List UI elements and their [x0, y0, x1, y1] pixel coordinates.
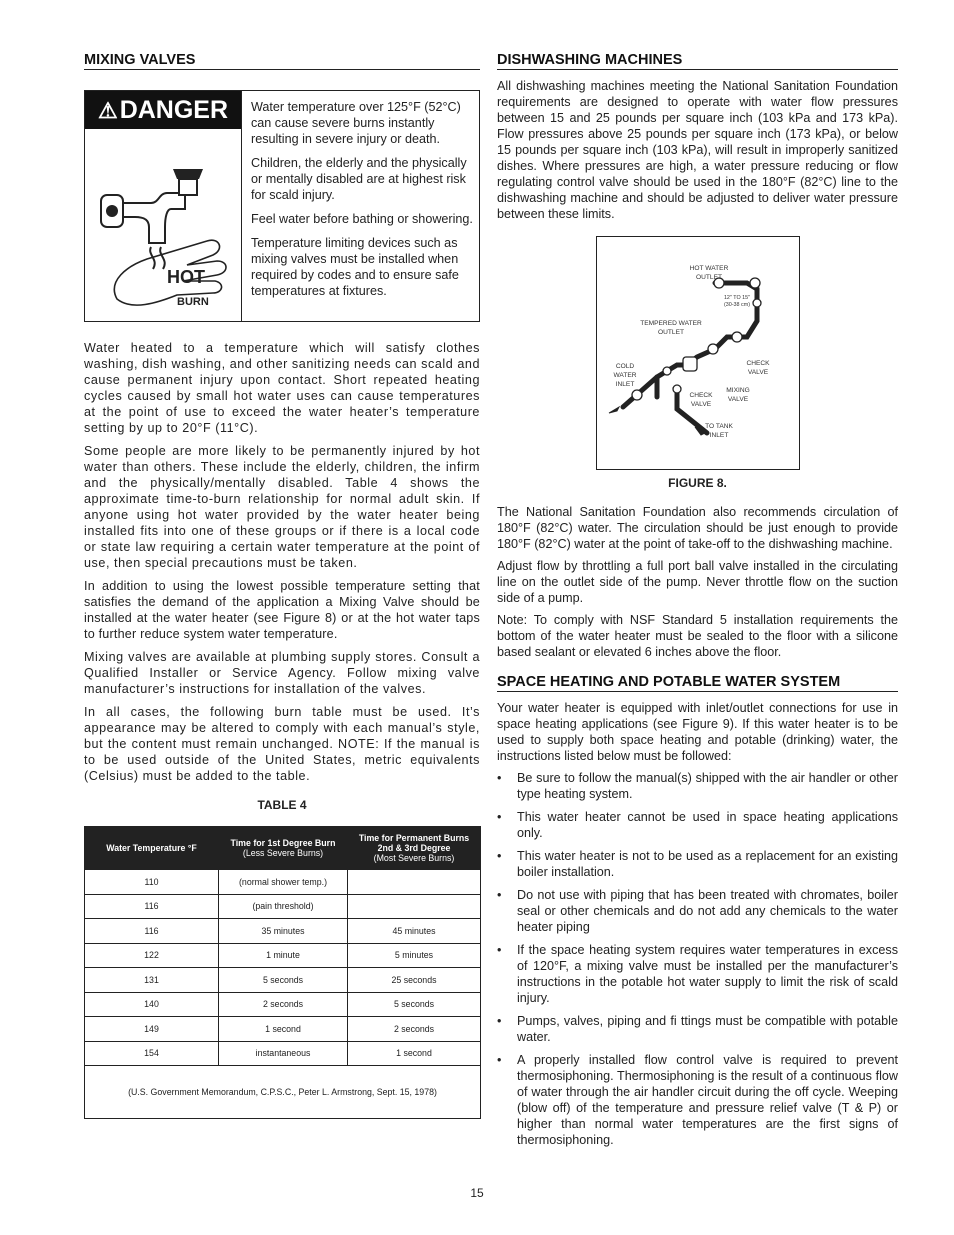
- table-source-row: [85, 1066, 481, 1119]
- table-cell: 149: [85, 1017, 219, 1042]
- label-check-valve: VALVE: [747, 369, 768, 376]
- table-row: [85, 968, 481, 993]
- paragraph: Water heated to a temperature which will satisfy clothes washing, dish washing, and other sanitizing needs can scald and cause permanent injury upon contact. Short repeated heating cycles caused by small hot water uses can cause temperatures at the point of use to exceed the water heater’s temperature setting by up to 20°F (11°C).: [84, 341, 480, 435]
- danger-warning-text: Water temperature over 125°F (52°C) can cause severe burns instantly resulting in severe injury or death.: [251, 100, 461, 146]
- figure-8-diagram: [596, 236, 800, 470]
- table-cell: 25 seconds: [348, 968, 481, 993]
- label-mixing-valve: VALVE: [727, 396, 748, 403]
- table-cell: 131: [85, 968, 219, 993]
- table-cell: (normal shower temp.): [219, 870, 348, 895]
- table-row: [85, 1041, 481, 1066]
- instructions-list: [497, 770, 898, 1148]
- table-cell: instantaneous: [219, 1041, 348, 1066]
- col-header-first-degree: Time for 1st Degree Burn (Less Severe Burns): [219, 827, 348, 870]
- table-row: [85, 992, 481, 1017]
- page-number: 15: [470, 1186, 484, 1200]
- hot-label: HOT: [167, 267, 205, 287]
- label-check-valve: VALVE: [690, 401, 711, 408]
- paragraph: In all cases, the following burn table must be used. It’s appearance may be altered to comply with each manual’s style, but the content must remain unchanged. NOTE: If the manual is to be used outside of the United States, metric equivalents (Celsius) must be added to the table.: [84, 705, 480, 783]
- danger-banner: [85, 91, 241, 129]
- paragraph: Your water heater is equipped with inlet/outlet connections for use in space heating applications (see Figure 9). If this water heater is to be used to supply both space heating and potable (drinking) water, the instructions listed below must be followed:: [497, 701, 898, 763]
- label-to-tank-inlet: INLET: [709, 432, 728, 439]
- label-cold-inlet: WATER: [612, 372, 637, 379]
- list-item: • Be sure to follow the manual(s) shipped with the air handler or other type heating system.: [497, 770, 898, 802]
- table-cell: 35 minutes: [219, 919, 348, 944]
- paragraph: Note: To comply with NSF Standard 5 installation requirements the bottom of the water heater must be sealed to the floor with a silicone based sealant or elevated 6 inches above the floor.: [497, 613, 898, 659]
- table-cell: 2 seconds: [219, 992, 348, 1017]
- table-row: [85, 943, 481, 968]
- label-to-tank-inlet: TO TANK: [704, 423, 733, 430]
- label-distance: (30-38 cm): [723, 302, 750, 308]
- table-row: [85, 1017, 481, 1042]
- col-header-temperature: Water Temperature °F: [85, 827, 219, 870]
- label-hot-water-outlet: OUTLET: [695, 274, 722, 281]
- table-cell: 45 minutes: [348, 919, 481, 944]
- label-cold-inlet: INLET: [615, 381, 634, 388]
- table-cell: (pain threshold): [219, 894, 348, 919]
- figure-caption: FIGURE 8.: [668, 476, 727, 490]
- warning-triangle-icon: ⚠: [97, 98, 118, 123]
- table-cell: 1 second: [219, 1017, 348, 1042]
- table-cell: 140: [85, 992, 219, 1017]
- table-row: [85, 870, 481, 895]
- label-mixing-valve: MIXING: [725, 387, 750, 394]
- paragraph: The National Sanitation Foundation also recommends circulation of 180°F (82°C) water. The circulation should be just enough to provide 180°F (82°C) water at the point of take-off to the dishwashing machine.: [497, 505, 898, 551]
- table-cell: 5 minutes: [348, 943, 481, 968]
- table-cell: 122: [85, 943, 219, 968]
- dishwashing-heading: DISHWASHING MACHINES: [497, 52, 898, 70]
- label-tempered-outlet: OUTLET: [657, 329, 684, 336]
- table-cell: [348, 894, 481, 919]
- label-check-valve: CHECK: [688, 392, 713, 399]
- label-distance: 12" TO 15": [723, 295, 750, 301]
- col-header-permanent: Time for Permanent Burns 2nd & 3rd Degree (Most Severe Burns): [348, 827, 481, 870]
- mixing-valve-piping-svg: [597, 237, 799, 469]
- list-item: • This water heater is not to be used as a replacement for an existing boiler installation.: [497, 848, 898, 880]
- list-item: • A properly installed flow control valve is required to prevent thermosiphoning. Thermosiphoning is the result of a continuous flow of water through the air handler circuit during the off cycle. Weeping (blow off) of the temperature and pressure relief valve (T & P) or higher than normal water temperatures are the first signs of thermosiphoning.: [497, 1052, 898, 1148]
- list-item: • Do not use with piping that has been treated with chromates, boiler seal or other chemicals and do not add any chemicals to the water heater piping: [497, 887, 898, 935]
- danger-banner-text: DANGER: [119, 96, 229, 124]
- label-check-valve: CHECK: [745, 360, 770, 367]
- burn-label: BURN: [177, 296, 209, 308]
- left-column: [84, 52, 480, 1119]
- danger-warning-text: Children, the elderly and the physically or mentally disabled are at highest risk for scald injury.: [251, 156, 467, 202]
- right-column: [497, 52, 898, 1155]
- table-title: TABLE 4: [257, 798, 307, 812]
- table-cell: 1 second: [348, 1041, 481, 1066]
- table-header-row: [85, 827, 481, 870]
- paragraph: In addition to using the lowest possible temperature setting that satisfies the demand of the application a Mixing Valve should be installed at the water heater (see Figure 8) or at the hot water taps to further reduce system water temperature.: [84, 579, 480, 641]
- danger-warnings: [251, 99, 475, 307]
- paragraph: Mixing valves are available at plumbing supply stores. Consult a Qualified Installer or Service Agency. Follow mixing valve manufacturer’s instructions for installation of the valves.: [84, 650, 480, 696]
- label-tempered-outlet: TEMPERED WATER: [639, 320, 702, 327]
- table-row: [85, 919, 481, 944]
- table-cell: 116: [85, 919, 219, 944]
- danger-illustration-panel: [85, 91, 242, 321]
- list-item: • If the space heating system requires water temperatures in excess of 120°F, a mixing valve must be installed per the manufacturer’s instructions in the potable hot water supply to limit the risk of scald injury.: [497, 942, 898, 1006]
- table-cell: 5 seconds: [348, 992, 481, 1017]
- space-heating-heading: SPACE HEATING AND POTABLE WATER SYSTEM: [497, 674, 898, 692]
- table-cell: 116: [85, 894, 219, 919]
- danger-warning-text: Feel water before bathing or showering.: [251, 212, 473, 226]
- mixing-valves-heading: MIXING VALVES: [84, 52, 480, 70]
- list-item: • Pumps, valves, piping and fi ttings must be compatible with potable water.: [497, 1013, 898, 1045]
- table-row: [85, 894, 481, 919]
- label-hot-water-outlet: HOT WATER: [689, 265, 728, 272]
- table-cell: 154: [85, 1041, 219, 1066]
- paragraph: Some people are more likely to be permanently injured by hot water than others. These include the elderly, children, the infirm and the physically/mentally disabled. Table 4 shows the approximate time-to-burn relationship for normal adult skin. If anyone using hot water provided by the water heater being installed fits into one of these groups or if there is a local code or state law requiring a certain water temperature at the point of use, then special precautions must be taken.: [84, 444, 480, 570]
- table-cell: [348, 870, 481, 895]
- table-cell: 110: [85, 870, 219, 895]
- table-source: (U.S. Government Memorandum, C.P.S.C., Peter L. Armstrong, Sept. 15, 1978): [85, 1066, 481, 1119]
- table-cell: 2 seconds: [348, 1017, 481, 1042]
- burn-table: [84, 826, 481, 1119]
- paragraph: Adjust flow by throttling a full port ball valve installed in the circulating line on the outlet side of the pump. Never throttle flow on the suction side of a pump.: [497, 559, 898, 605]
- list-item: • This water heater cannot be used in space heating applications only.: [497, 809, 898, 841]
- label-cold-inlet: COLD: [615, 363, 634, 370]
- danger-warning-box: [84, 90, 480, 322]
- danger-warning-text: Temperature limiting devices such as mixing valves must be installed when required by codes and to ensure safe temperatures at fixtures.: [251, 236, 459, 298]
- paragraph: All dishwashing machines meeting the National Sanitation Foundation requirements are designed to operate with water flow pressures between 15 and 25 pounds per square inch (103 kPa and 173 kPa). Flow pressures above 25 pounds per square inch (173 kPa), or below 15 pounds per square inch (103 kPa), will result in improperly sanitized dishes. Where pressures are high, a water pressure reducing or flow regulating control valve should be used in the 180°F (82°C) line to the dishwashing machine and should be adjusted to deliver water pressure between these limits.: [497, 79, 898, 221]
- table-cell: 1 minute: [219, 943, 348, 968]
- hot-faucet-burn-icon: [87, 131, 239, 319]
- table-cell: 5 seconds: [219, 968, 348, 993]
